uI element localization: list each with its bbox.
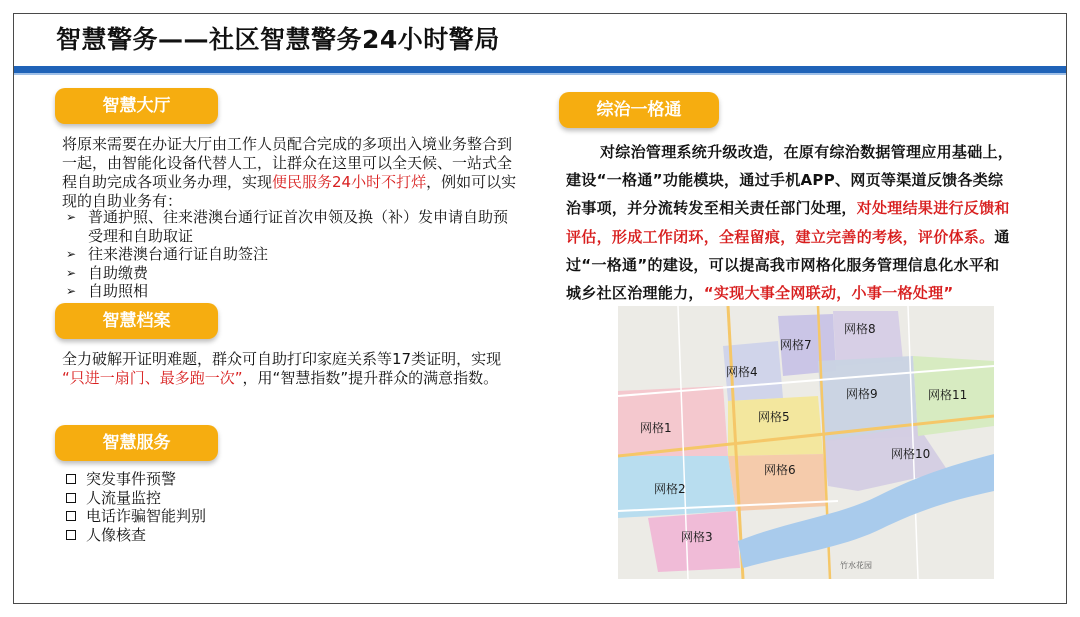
grid-description <box>566 138 1026 307</box>
hall-service-list <box>62 208 542 301</box>
grid-highlight-1: 对处理结果进行反馈和 <box>856 199 1010 218</box>
grid-highlight-3: “实现大事全网联动，小事一格处理” <box>703 284 954 303</box>
services-heading: 智慧服务 <box>55 425 218 461</box>
grid-line-2: 建设“一格通”功能模块，通过手机APP、网页等渠道反馈各类综 <box>566 171 1004 190</box>
page-title: 智慧警务——社区智慧警务24小时警局 <box>56 25 500 54</box>
grid-line-3: 治事项，并分流转发至相关责任部门处理，对处理结果进行反馈和 <box>566 199 1010 218</box>
list-item: ➢ 普通护照、往来港澳台通行证首次申领及换（补）发申请自助预 <box>66 208 509 226</box>
grid-highlight-2: 评估，形成工作闭环，全程留痕，建立完善的考核，评价体系。 <box>566 227 995 246</box>
grid-label-11: 网格11 <box>928 388 968 402</box>
title-bar-accent <box>14 73 1066 75</box>
archives-highlight: “只进一扇门、最多跑一次” <box>62 369 243 387</box>
archives-line-1: 全力破解开证明难题，群众可自助打印家庭关系等17类证明，实现 <box>62 350 502 368</box>
grid-label-3: 网格3 <box>681 530 713 544</box>
grid-map <box>618 306 994 579</box>
map-place-label: 竹水花园 <box>840 561 872 570</box>
list-item: 突发事件预警 <box>60 470 360 489</box>
grid-region-5 <box>728 396 823 456</box>
archives-line-2-tail: ，用“智慧指数”提升群众的满意指数。 <box>242 369 499 387</box>
grid-label-7: 网格7 <box>780 338 812 352</box>
hall-line-4: 现的自助业务有： <box>62 192 183 210</box>
grid-label-4: 网格4 <box>726 365 758 379</box>
list-item: ➢ 自助照相 <box>66 282 149 300</box>
grid-heading: 综治一格通 <box>559 92 719 128</box>
grid-label-9: 网格9 <box>846 387 878 401</box>
grid-label-5: 网格5 <box>758 410 790 424</box>
list-item: 人流量监控 <box>60 489 360 508</box>
services-list <box>60 470 360 544</box>
archives-description <box>62 350 542 388</box>
archives-line-2 <box>62 369 542 388</box>
square-bullet-icon <box>66 530 76 540</box>
arrow-bullet-icon: ➢ <box>66 265 77 280</box>
square-bullet-icon <box>66 511 76 521</box>
arrow-bullet-icon: ➢ <box>66 210 77 224</box>
list-item: ➢ 自助缴费 <box>66 263 149 282</box>
grid-line-4: 评估，形成工作闭环，全程留痕，建立完善的考核，评价体系。通 <box>566 227 1010 246</box>
list-item: 人像核查 <box>60 526 360 545</box>
archives-heading: 智慧档案 <box>55 303 218 339</box>
hall-highlight: 便民服务24小时不打烊 <box>272 173 427 191</box>
title-bar <box>14 66 1066 73</box>
list-item: ➢ 往来港澳台通行证自助签注 <box>66 245 269 263</box>
grid-label-6: 网格6 <box>764 463 796 477</box>
grid-line-1: 对综治管理系统升级改造，在原有综治数据管理应用基础上， <box>600 143 1014 161</box>
hall-line-2: 一起，由智能化设备代替人工，让群众在这里可以全天候、一站式全 <box>62 154 513 172</box>
hall-line-1: 将原来需要在办证大厅由工作人员配合完成的多项出入境业务整合到 <box>62 135 513 153</box>
grid-map-svg <box>618 306 994 579</box>
hall-line-3-tail: ，例如可以实 <box>426 173 517 191</box>
grid-line-6: 城乡社区治理能力，“实现大事全网联动，小事一格处理” <box>566 284 954 303</box>
square-bullet-icon <box>66 474 76 484</box>
grid-label-10: 网格10 <box>891 447 931 461</box>
grid-label-8: 网格8 <box>844 322 876 336</box>
arrow-bullet-icon: ➢ <box>66 247 77 261</box>
hall-heading: 智慧大厅 <box>55 88 218 124</box>
hall-line-3-text: 程自助完成各项业务办理，实现 <box>62 173 273 191</box>
grid-label-1: 网格1 <box>640 421 672 435</box>
square-bullet-icon <box>66 493 76 503</box>
list-item: 受理和自助取证 <box>88 226 194 245</box>
hall-line-3 <box>62 173 532 192</box>
hall-description <box>62 135 532 211</box>
grid-label-2: 网格2 <box>654 482 686 496</box>
grid-line-5: 过“一格通”的建设，可以提高我市网格化服务管理信息化水平和 <box>566 255 1000 274</box>
list-item: 电话诈骗智能判别 <box>60 507 360 526</box>
arrow-bullet-icon: ➢ <box>66 284 77 298</box>
